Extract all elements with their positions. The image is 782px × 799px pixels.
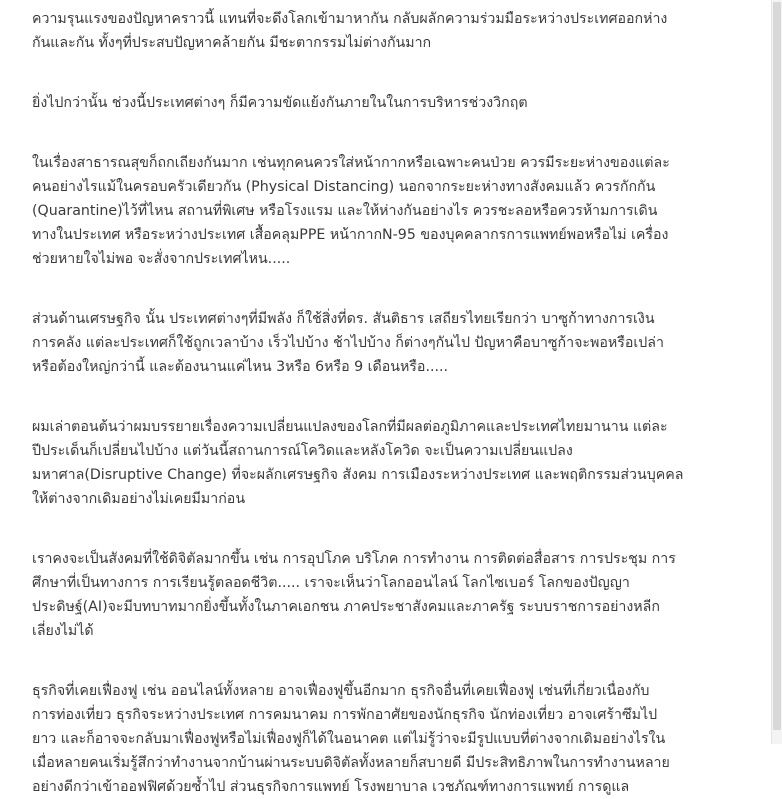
text-line: ทางในประเทศ หรือระหว่างประเทศ เสื้อคลุมPPE หน้ากากN-95 ของบุคคลากรการแพทย์พอหรือไม่ เครื่อง — [32, 227, 669, 243]
text-line: ความรุนแรงของปัญหาคราวนี้ แทนที่จะดึงโลกเข้ามาหากัน กลับผลักความร่วมมือระหว่างประเทศออกห่าง — [32, 11, 668, 27]
text-line: ธุรกิจที่เคยเฟื่องฟู เช่น ออนไลน์ทั้งหลาย อาจเฟื่องฟูขึ้นอีกมาก ธุรกิจอื่นที่เคยเฟื่องฟู เช่นที่เกี่ยวเนื่องกับ — [32, 683, 650, 699]
paragraph — [32, 307, 760, 379]
text-line: ศึกษาที่เป็นทางการ การเรียนรู้ตลอดชีวิต..... เราจะเห็นว่าโลกออนไลน์ โลกไซเบอร์ โลกของปัญญา — [32, 575, 630, 591]
paragraph — [32, 415, 760, 511]
text-line: ประดิษฐ์(AI)จะมีบทบาทมากยิ่งขึ้นทั้งในภาคเอกชน ภาคประชาสังคมและภาครัฐ ระบบราชการอย่างหลีก — [32, 599, 660, 615]
text-line: ในเรื่องสาธารณสุขก็ถกเถียงกันมาก เช่นทุกคนควรใส่หน้ากากหรือเฉพาะคนป่วย ควรมีระยะห่างของแต่ละ — [32, 155, 670, 171]
text-line: ช่วยหายใจไม่พอ จะสั่งจากประเทศไหน..... — [32, 251, 291, 267]
paragraph — [32, 547, 760, 643]
paragraph — [32, 91, 760, 115]
text-line: ยาว และก็อาจจะกลับมาเฟื่องฟูหรือไม่เฟื่องฟูก็ได้ในอนาคต แต่ไม่รู้ว่าจะมีรูปแบบที่ต่างจากเดิมอย่างไรใน — [32, 731, 666, 747]
vertical-scrollbar[interactable] — [771, 0, 782, 744]
paragraph — [32, 7, 760, 55]
text-line: กันและกัน ทั้งๆที่ประสบปัญหาคล้ายกัน มีชะตากรรมไม่ต่างกันมาก — [32, 35, 432, 51]
paragraph — [32, 679, 760, 799]
text-line: การคลัง แต่ละประเทศก็ใช้ถูกเวลาบ้าง เร็วไปบ้าง ช้าไปบ้าง ก็ต่างๆกันไป ปัญหาคือบาซูก้าจะพอหรือเปล่า — [32, 335, 664, 351]
scrollbar-thumb[interactable] — [773, 2, 781, 730]
text-line: อย่างดีกว่าเข้าออฟฟิศด้วยซ้ำไป ส่วนธุรกิจการแพทย์ โรงพยาบาล เวชภัณฑ์ทางการแพทย์ การดูแล — [32, 779, 630, 795]
text-line: มหาศาล(Disruptive Change) ที่จะผลักเศรษฐกิจ สังคม การเมืองระหว่างประเทศ และพฤติกรรมส่วนบุคคล — [32, 467, 684, 483]
text-line: การท่องเที่ยว ธุรกิจระหว่างประเทศ การคมนาคม การพักอาศัยของนักธุรกิจ นักท่องเที่ยว อาจเศร้าซึมไป — [32, 707, 658, 723]
text-line: เมื่อหลายคนเริ่มรู้สึกว่าทำงานจากบ้านผ่านระบบดิจิตัลทั้งหลายก็สบายดี มีประสิทธิภาพในการทำงานหลาย — [32, 755, 670, 771]
article-body — [32, 0, 760, 795]
text-line: เลี่ยงไม่ได้ — [32, 623, 94, 639]
text-line: ปีประเด็นก็เปลี่ยนไปบ้าง แต่วันนี้สถานการณ์โควิดและหลังโควิด จะเป็นความเปลี่ยนแปลง — [32, 443, 573, 459]
text-line: ส่วนด้านเศรษฐกิจ นั้น ประเทศต่างๆที่มีพลัง ก็ใช้สิ่งที่ดร. สันติธาร เสถียรไทยเรียกว่า บาซูก้าทางการเงิน — [32, 311, 655, 327]
text-line: คนอย่างไรแม้ในครอบครัวเดียวกัน (Physical Distancing) นอกจากระยะห่างทางสังคมแล้ว ควรกักกัน — [32, 179, 656, 195]
text-line: เราคงจะเป็นสังคมที่ใช้ดิจิตัลมากขึ้น เช่น การอุปโภค บริโภค การทำงาน การติดต่อสื่อสาร การประชุม การ — [32, 551, 676, 567]
text-line: ให้ต่างจากเดิมอย่างไม่เคยมีมาก่อน — [32, 491, 246, 507]
text-line: หรือต้องใหญ่กว่านี้ และต้องนานแค่ไหน 3หรือ 6หรือ 9 เดือนหรือ..... — [32, 359, 448, 375]
text-line: (Quarantine)ไว้ที่ไหน สถานที่พิเศษ หรือโรงแรม และให้ห่างกันอย่างไร ควรชะลอหรือควรห้ามการเดิน — [32, 203, 658, 219]
text-line: ผมเล่าตอนต้นว่าผมบรรยายเรื่องความเปลี่ยนแปลงของโลกที่มีผลต่อภูมิภาคและประเทศไทยมานาน แต่ละ — [32, 419, 668, 435]
text-line: ยิ่งไปกว่านั้น ช่วงนี้ประเทศต่างๆ ก็มีความขัดแย้งกันภายในในการบริหารช่วงวิกฤต — [32, 95, 528, 111]
paragraph — [32, 151, 760, 271]
